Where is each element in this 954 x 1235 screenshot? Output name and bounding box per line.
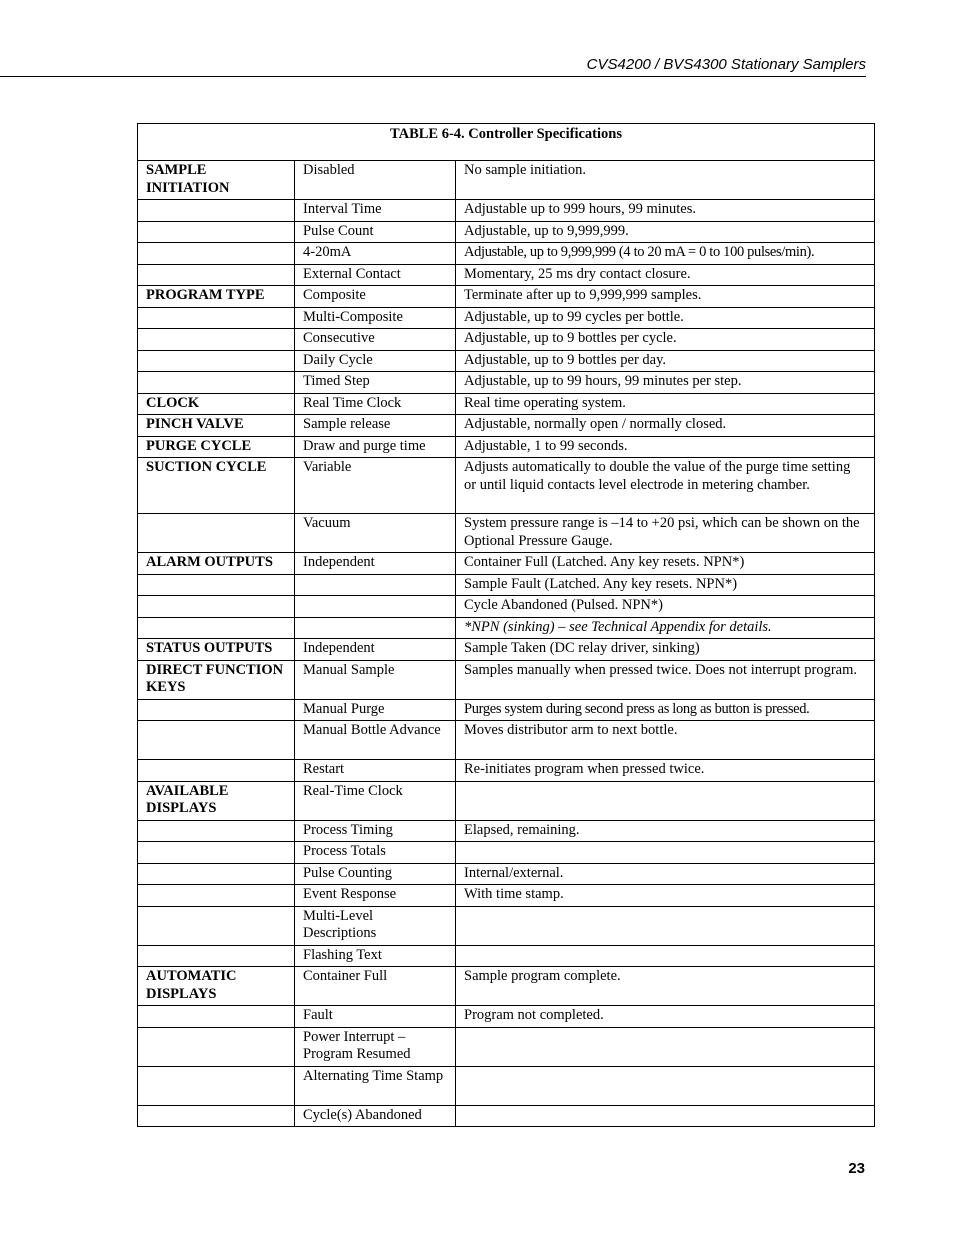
spec-cell: Purges system during second press as long as button is pressed.: [456, 699, 875, 721]
table-row: [138, 820, 875, 842]
category-cell: DIRECT FUNCTION KEYS: [138, 660, 295, 699]
item-cell: Multi-Level Descriptions: [295, 906, 456, 945]
category-cell: [138, 596, 295, 618]
category-cell: AUTOMATIC DISPLAYS: [138, 967, 295, 1006]
spec-cell: Container Full (Latched. Any key resets. NPN*): [456, 553, 875, 575]
table-row: [138, 906, 875, 945]
spec-cell: [456, 1027, 875, 1066]
item-cell: Interval Time: [295, 200, 456, 222]
spec-cell: With time stamp.: [456, 885, 875, 907]
table-row: [138, 967, 875, 1006]
spec-cell: Sample Taken (DC relay driver, sinking): [456, 639, 875, 661]
table-row: [138, 781, 875, 820]
spec-cell: Cycle Abandoned (Pulsed. NPN*): [456, 596, 875, 618]
item-cell: Pulse Count: [295, 221, 456, 243]
category-cell: PINCH VALVE: [138, 415, 295, 437]
item-cell: Manual Sample: [295, 660, 456, 699]
category-cell: [138, 1027, 295, 1066]
table-row: [138, 514, 875, 553]
item-cell: Fault: [295, 1006, 456, 1028]
spec-cell: Adjustable, normally open / normally closed.: [456, 415, 875, 437]
category-cell: [138, 617, 295, 639]
spec-cell: Real time operating system.: [456, 393, 875, 415]
item-cell: Independent: [295, 639, 456, 661]
item-cell: Variable: [295, 458, 456, 514]
spec-cell: Moves distributor arm to next bottle.: [456, 721, 875, 760]
table-row: [138, 393, 875, 415]
table-row: [138, 436, 875, 458]
item-cell: [295, 617, 456, 639]
table-row: [138, 596, 875, 618]
spec-cell: Adjustable, up to 9,999,999.: [456, 221, 875, 243]
category-cell: [138, 350, 295, 372]
category-cell: [138, 329, 295, 351]
item-cell: Multi-Composite: [295, 307, 456, 329]
item-cell: Daily Cycle: [295, 350, 456, 372]
spec-cell: Program not completed.: [456, 1006, 875, 1028]
table-row: [138, 574, 875, 596]
category-cell: [138, 699, 295, 721]
category-cell: [138, 760, 295, 782]
category-cell: [138, 1105, 295, 1127]
item-cell: [295, 596, 456, 618]
table-row: [138, 863, 875, 885]
item-cell: [295, 574, 456, 596]
category-cell: [138, 307, 295, 329]
item-cell: Alternating Time Stamp: [295, 1066, 456, 1105]
category-cell: ALARM OUTPUTS: [138, 553, 295, 575]
category-cell: PURGE CYCLE: [138, 436, 295, 458]
category-cell: [138, 721, 295, 760]
page-number: 23: [848, 1160, 865, 1177]
table-row: [138, 329, 875, 351]
spec-cell: Adjustable, up to 9,999,999 (4 to 20 mA = 0 to 100 pulses/min).: [456, 243, 875, 265]
footnote-cell: *NPN (sinking) – see Technical Appendix for details.: [456, 617, 875, 639]
spec-cell: Adjusts automatically to double the value of the purge time setting or until liquid contacts level electrode in metering chamber.: [456, 458, 875, 514]
category-cell: [138, 514, 295, 553]
category-cell: [138, 200, 295, 222]
table-row: [138, 639, 875, 661]
item-cell: Timed Step: [295, 372, 456, 394]
spec-cell: [456, 842, 875, 864]
item-cell: Independent: [295, 553, 456, 575]
spec-cell: [456, 1105, 875, 1127]
table-row: [138, 1006, 875, 1028]
spec-cell: Adjustable, 1 to 99 seconds.: [456, 436, 875, 458]
spec-cell: Adjustable up to 999 hours, 99 minutes.: [456, 200, 875, 222]
spec-cell: Elapsed, remaining.: [456, 820, 875, 842]
table-row: [138, 842, 875, 864]
item-cell: Container Full: [295, 967, 456, 1006]
item-cell: Draw and purge time: [295, 436, 456, 458]
table-row: [138, 699, 875, 721]
spec-cell: No sample initiation.: [456, 161, 875, 200]
spec-cell: System pressure range is –14 to +20 psi, which can be shown on the Optional Pressure Gauge.: [456, 514, 875, 553]
category-cell: [138, 820, 295, 842]
spec-cell: Sample program complete.: [456, 967, 875, 1006]
table-row: [138, 1066, 875, 1105]
spec-cell: Adjustable, up to 9 bottles per cycle.: [456, 329, 875, 351]
table-row: [138, 1027, 875, 1066]
item-cell: Vacuum: [295, 514, 456, 553]
category-cell: [138, 945, 295, 967]
category-cell: [138, 264, 295, 286]
table-row: [138, 161, 875, 200]
running-header: CVS4200 / BVS4300 Stationary Samplers: [0, 55, 866, 77]
table-row: [138, 243, 875, 265]
spec-cell: Internal/external.: [456, 863, 875, 885]
item-cell: 4-20mA: [295, 243, 456, 265]
category-cell: AVAILABLE DISPLAYS: [138, 781, 295, 820]
item-cell: Disabled: [295, 161, 456, 200]
table-row: [138, 945, 875, 967]
spec-cell: [456, 1066, 875, 1105]
spec-cell: Momentary, 25 ms dry contact closure.: [456, 264, 875, 286]
table-row: [138, 885, 875, 907]
item-cell: External Contact: [295, 264, 456, 286]
table-row: [138, 721, 875, 760]
item-cell: Process Timing: [295, 820, 456, 842]
controller-specifications-table: [137, 123, 875, 1127]
table-row: [138, 660, 875, 699]
item-cell: Flashing Text: [295, 945, 456, 967]
category-cell: [138, 906, 295, 945]
item-cell: Sample release: [295, 415, 456, 437]
table-row: [138, 372, 875, 394]
category-cell: [138, 1006, 295, 1028]
category-cell: SUCTION CYCLE: [138, 458, 295, 514]
item-cell: Consecutive: [295, 329, 456, 351]
table-row: [138, 200, 875, 222]
table-row: [138, 458, 875, 514]
spec-cell: [456, 906, 875, 945]
table-row: [138, 760, 875, 782]
item-cell: Cycle(s) Abandoned: [295, 1105, 456, 1127]
spec-cell: [456, 781, 875, 820]
category-cell: [138, 221, 295, 243]
item-cell: Real Time Clock: [295, 393, 456, 415]
spec-cell: Re-initiates program when pressed twice.: [456, 760, 875, 782]
table-row: [138, 617, 875, 639]
table-body: [138, 161, 875, 1127]
category-cell: [138, 842, 295, 864]
item-cell: Restart: [295, 760, 456, 782]
category-cell: [138, 372, 295, 394]
item-cell: Manual Purge: [295, 699, 456, 721]
category-cell: [138, 1066, 295, 1105]
item-cell: Real-Time Clock: [295, 781, 456, 820]
category-cell: CLOCK: [138, 393, 295, 415]
spec-cell: Adjustable, up to 9 bottles per day.: [456, 350, 875, 372]
item-cell: Composite: [295, 286, 456, 308]
category-cell: [138, 243, 295, 265]
category-cell: PROGRAM TYPE: [138, 286, 295, 308]
table-row: [138, 286, 875, 308]
table-row: [138, 415, 875, 437]
category-cell: [138, 574, 295, 596]
table-row: [138, 307, 875, 329]
item-cell: Event Response: [295, 885, 456, 907]
category-cell: STATUS OUTPUTS: [138, 639, 295, 661]
spec-cell: Adjustable, up to 99 hours, 99 minutes per step.: [456, 372, 875, 394]
item-cell: Process Totals: [295, 842, 456, 864]
category-cell: [138, 885, 295, 907]
table-row: [138, 1105, 875, 1127]
spec-cell: [456, 945, 875, 967]
table-caption: TABLE 6-4. Controller Specifications: [138, 124, 875, 161]
spec-cell: Terminate after up to 9,999,999 samples.: [456, 286, 875, 308]
item-cell: Pulse Counting: [295, 863, 456, 885]
item-cell: Power Interrupt – Program Resumed: [295, 1027, 456, 1066]
category-cell: [138, 863, 295, 885]
spec-cell: Samples manually when pressed twice. Does not interrupt program.: [456, 660, 875, 699]
spec-cell: Adjustable, up to 99 cycles per bottle.: [456, 307, 875, 329]
table-row: [138, 221, 875, 243]
table-row: [138, 264, 875, 286]
category-cell: SAMPLE INITIATION: [138, 161, 295, 200]
table-row: [138, 553, 875, 575]
table-row: [138, 350, 875, 372]
item-cell: Manual Bottle Advance: [295, 721, 456, 760]
spec-cell: Sample Fault (Latched. Any key resets. NPN*): [456, 574, 875, 596]
